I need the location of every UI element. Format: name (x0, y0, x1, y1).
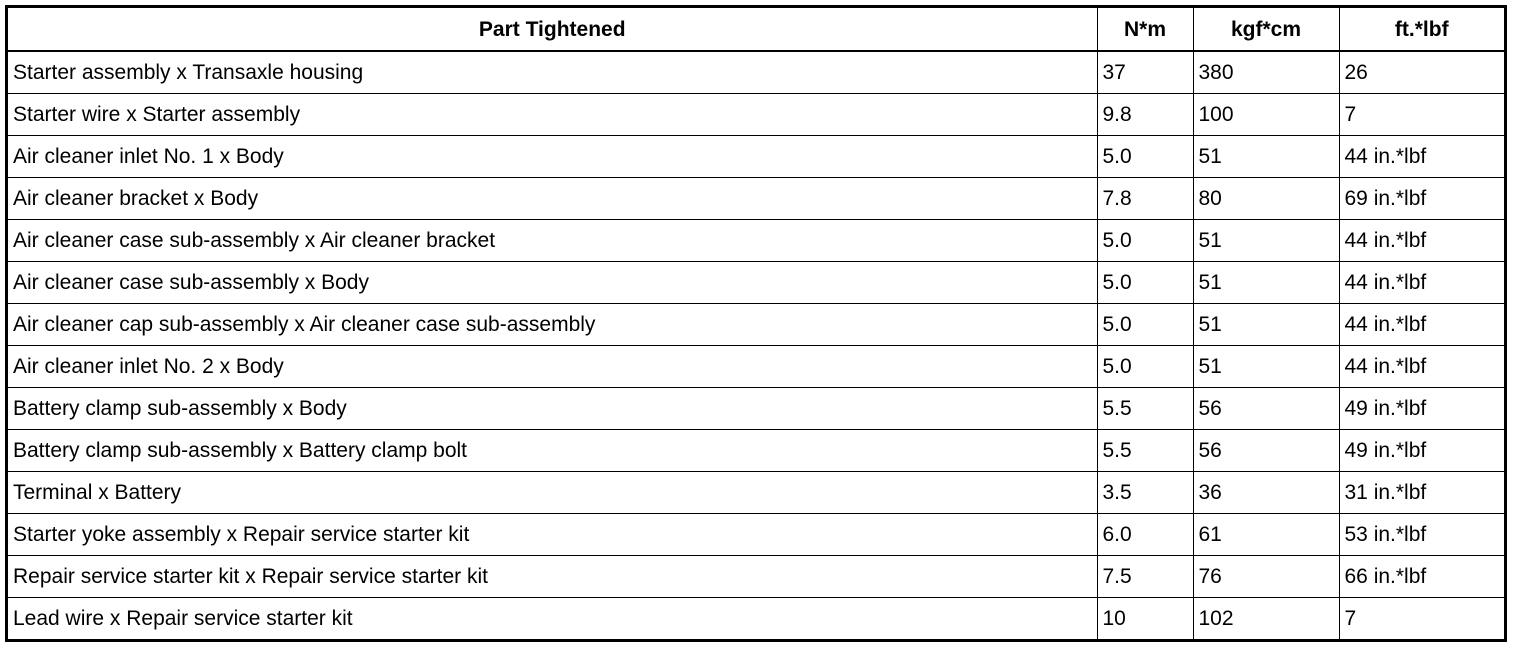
cell-kgf-cm: 51 (1193, 346, 1339, 388)
torque-spec-table-frame (5, 5, 1507, 642)
cell-part-tightened: Starter yoke assembly x Repair service starter kit (8, 514, 1097, 556)
cell-nm: 3.5 (1097, 472, 1193, 514)
cell-ft-lbf: 44 in.*lbf (1339, 346, 1504, 388)
cell-ft-lbf: 7 (1339, 598, 1504, 640)
cell-part-tightened: Air cleaner bracket x Body (8, 178, 1097, 220)
cell-part-tightened: Starter assembly x Transaxle housing (8, 51, 1097, 94)
cell-ft-lbf: 49 in.*lbf (1339, 388, 1504, 430)
cell-nm: 5.0 (1097, 220, 1193, 262)
cell-kgf-cm: 56 (1193, 430, 1339, 472)
header-kgf-cm: kgf*cm (1193, 8, 1339, 51)
table-body (8, 51, 1504, 639)
cell-part-tightened: Starter wire x Starter assembly (8, 94, 1097, 136)
cell-part-tightened: Air cleaner inlet No. 2 x Body (8, 346, 1097, 388)
cell-kgf-cm: 51 (1193, 304, 1339, 346)
cell-nm: 5.0 (1097, 304, 1193, 346)
cell-ft-lbf: 44 in.*lbf (1339, 136, 1504, 178)
table-row (8, 556, 1504, 598)
cell-part-tightened: Battery clamp sub-assembly x Battery clamp bolt (8, 430, 1097, 472)
cell-part-tightened: Air cleaner case sub-assembly x Body (8, 262, 1097, 304)
cell-kgf-cm: 51 (1193, 262, 1339, 304)
cell-part-tightened: Lead wire x Repair service starter kit (8, 598, 1097, 640)
cell-nm: 5.0 (1097, 346, 1193, 388)
cell-kgf-cm: 51 (1193, 220, 1339, 262)
cell-part-tightened: Air cleaner inlet No. 1 x Body (8, 136, 1097, 178)
cell-kgf-cm: 61 (1193, 514, 1339, 556)
cell-nm: 9.8 (1097, 94, 1193, 136)
cell-kgf-cm: 100 (1193, 94, 1339, 136)
cell-ft-lbf: 44 in.*lbf (1339, 220, 1504, 262)
table-row (8, 262, 1504, 304)
table-row (8, 472, 1504, 514)
table-row (8, 136, 1504, 178)
cell-ft-lbf: 49 in.*lbf (1339, 430, 1504, 472)
cell-ft-lbf: 44 in.*lbf (1339, 262, 1504, 304)
table-row (8, 178, 1504, 220)
table-row (8, 346, 1504, 388)
cell-part-tightened: Air cleaner cap sub-assembly x Air cleaner case sub-assembly (8, 304, 1097, 346)
cell-nm: 6.0 (1097, 514, 1193, 556)
cell-kgf-cm: 76 (1193, 556, 1339, 598)
table-row (8, 598, 1504, 640)
cell-ft-lbf: 66 in.*lbf (1339, 556, 1504, 598)
cell-ft-lbf: 7 (1339, 94, 1504, 136)
table-row (8, 220, 1504, 262)
cell-nm: 5.5 (1097, 430, 1193, 472)
table-row (8, 51, 1504, 94)
header-part-tightened: Part Tightened (8, 8, 1097, 51)
cell-nm: 5.0 (1097, 136, 1193, 178)
table-row (8, 430, 1504, 472)
torque-spec-table (8, 8, 1504, 639)
header-nm: N*m (1097, 8, 1193, 51)
table-row (8, 388, 1504, 430)
cell-ft-lbf: 31 in.*lbf (1339, 472, 1504, 514)
cell-kgf-cm: 56 (1193, 388, 1339, 430)
cell-kgf-cm: 80 (1193, 178, 1339, 220)
cell-nm: 7.8 (1097, 178, 1193, 220)
cell-part-tightened: Terminal x Battery (8, 472, 1097, 514)
table-row (8, 94, 1504, 136)
cell-nm: 7.5 (1097, 556, 1193, 598)
table-row (8, 514, 1504, 556)
cell-nm: 5.0 (1097, 262, 1193, 304)
cell-ft-lbf: 26 (1339, 51, 1504, 94)
cell-nm: 37 (1097, 51, 1193, 94)
table-header-row (8, 8, 1504, 51)
header-ft-lbf: ft.*lbf (1339, 8, 1504, 51)
cell-kgf-cm: 51 (1193, 136, 1339, 178)
cell-part-tightened: Repair service starter kit x Repair service starter kit (8, 556, 1097, 598)
cell-part-tightened: Battery clamp sub-assembly x Body (8, 388, 1097, 430)
cell-kgf-cm: 36 (1193, 472, 1339, 514)
cell-ft-lbf: 44 in.*lbf (1339, 304, 1504, 346)
cell-kgf-cm: 380 (1193, 51, 1339, 94)
cell-part-tightened: Air cleaner case sub-assembly x Air cleaner bracket (8, 220, 1097, 262)
cell-kgf-cm: 102 (1193, 598, 1339, 640)
table-row (8, 304, 1504, 346)
cell-ft-lbf: 69 in.*lbf (1339, 178, 1504, 220)
cell-nm: 10 (1097, 598, 1193, 640)
cell-nm: 5.5 (1097, 388, 1193, 430)
cell-ft-lbf: 53 in.*lbf (1339, 514, 1504, 556)
